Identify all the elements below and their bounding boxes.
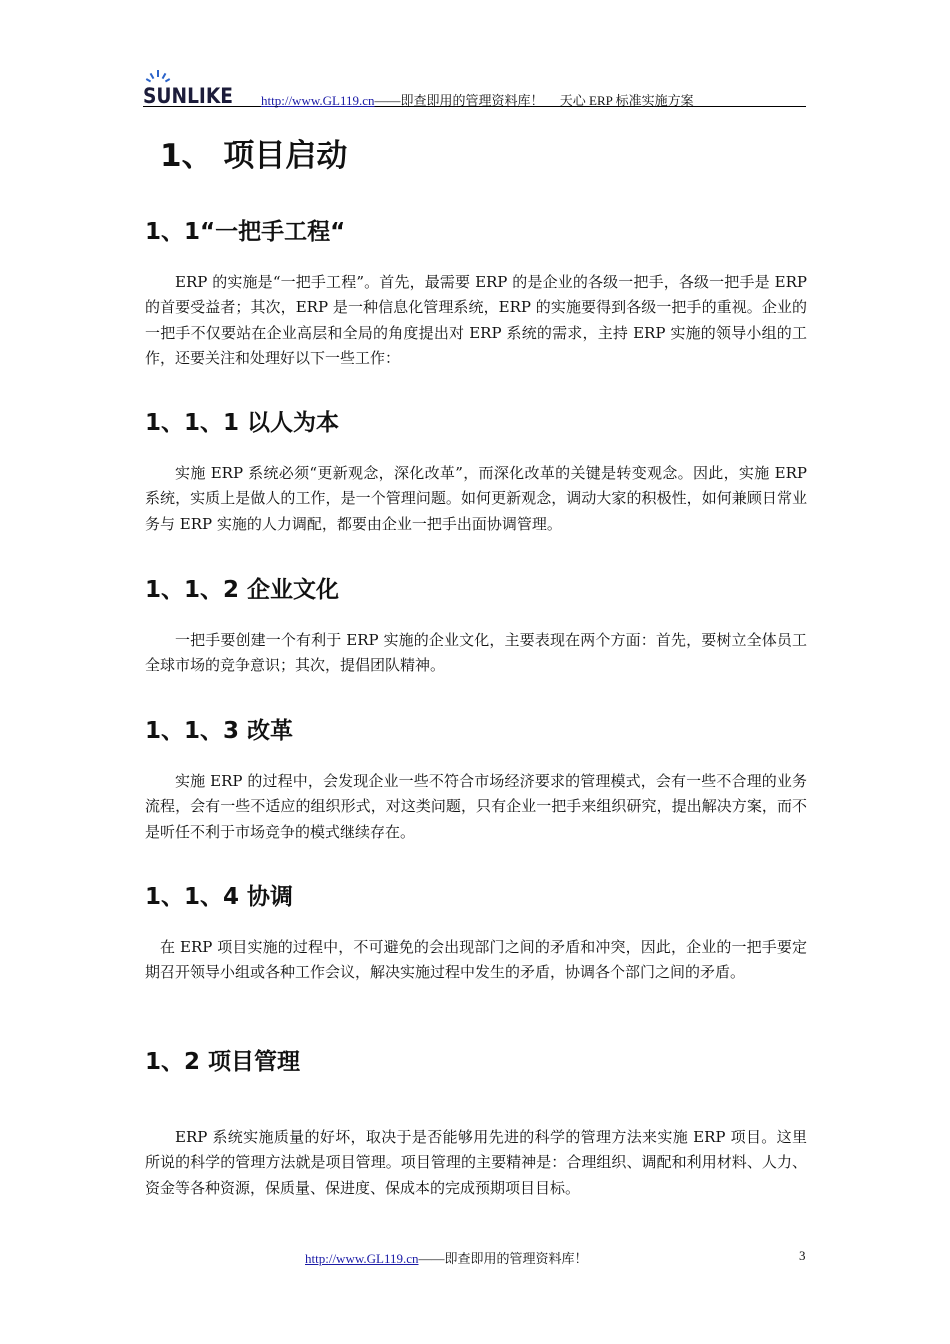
section-1-1-paragraph: ERP 的实施是“一把手工程”。首先，最需要 ERP 的是企业的各级一把手，各级一把手是 ERP 的首要受益者；其次，ERP 是一种信息化管理系统，ERP 的实施要得到各级一把手的重视。企业的一把手不仅要站在企业高层和全局的角度提出对 ERP 系统的需求，主持 ERP 实施的领导小组的工作，还要关注和处理好以下一些工作： — [145, 273, 807, 367]
section-1-1-3-paragraph: 实施 ERP 的过程中，会发现企业一些不符合市场经济要求的管理模式，会有一些不合理的业务流程，会有一些不适应的组织形式，对这类问题，只有企业一把手来组织研究，提出解决方案，而不是听任不利于市场竞争的模式继续存在。 — [145, 772, 807, 841]
section-1-2-paragraph: ERP 系统实施质量的好坏，取决于是否能够用先进的科学的管理方法来实施 ERP 项目。这里所说的科学的管理方法就是项目管理。项目管理的主要精神是：合理组织、调配和利用材料、人力、资金等各种资源，保质量、保进度、保成本的完成预期项目目标。 — [145, 1128, 807, 1197]
header-doc-title: 天心 ERP 标准实施方案 — [559, 93, 694, 108]
header-text — [261, 90, 694, 109]
section-1-1-4-title: 1、1、4 协调 — [145, 884, 294, 910]
section-1-1-title: 1、1“一把手工程“ — [145, 219, 346, 245]
logo-wordmark: SUNLIKE — [143, 84, 233, 106]
section-1-1-3-title: 1、1、3 改革 — [145, 718, 294, 744]
page-number: 3 — [799, 1248, 806, 1263]
header-link[interactable]: http://www.GL119.cn — [261, 93, 375, 108]
section-1-1-2-title: 1、1、2 企业文化 — [145, 577, 340, 603]
sunlike-logo — [143, 66, 235, 106]
footer-slogan: ——即查即用的管理资料库！ — [418, 1251, 588, 1266]
section-1-1-1-paragraph: 实施 ERP 系统必须“更新观念，深化改革”，而深化改革的关键是转变观念。因此，实施 ERP 系统，实质上是做人的工作，是一个管理问题。如何更新观念，调动大家的积极性，如何兼顾日常业务与 ERP 实施的人力调配，都要由企业一把手出面协调管理。 — [145, 464, 807, 533]
section-1-1-4-paragraph: 在 ERP 项目实施的过程中，不可避免的会出现部门之间的矛盾和冲突，因此，企业的一把手要定期召开领导小组或各种工作会议，解决实施过程中发生的矛盾，协调各个部门之间的矛盾。 — [145, 938, 807, 982]
header-slogan: ——即查即用的管理资料库！ — [374, 93, 544, 108]
section-1-2-title: 1、2 项目管理 — [145, 1049, 301, 1075]
logo-sun-rays-icon — [146, 70, 170, 82]
footer-link[interactable]: http://www.GL119.cn — [305, 1251, 419, 1266]
section-1-1-1-title: 1、1、1 以人为本 — [145, 410, 340, 436]
section-1-1-2-paragraph: 一把手要创建一个有利于 ERP 实施的企业文化，主要表现在两个方面：首先，要树立全体员工全球市场的竞争意识；其次，提倡团队精神。 — [145, 631, 807, 675]
footer-text — [305, 1248, 588, 1267]
page-header — [143, 66, 806, 107]
chapter-title: 1、 项目启动 — [160, 138, 348, 174]
